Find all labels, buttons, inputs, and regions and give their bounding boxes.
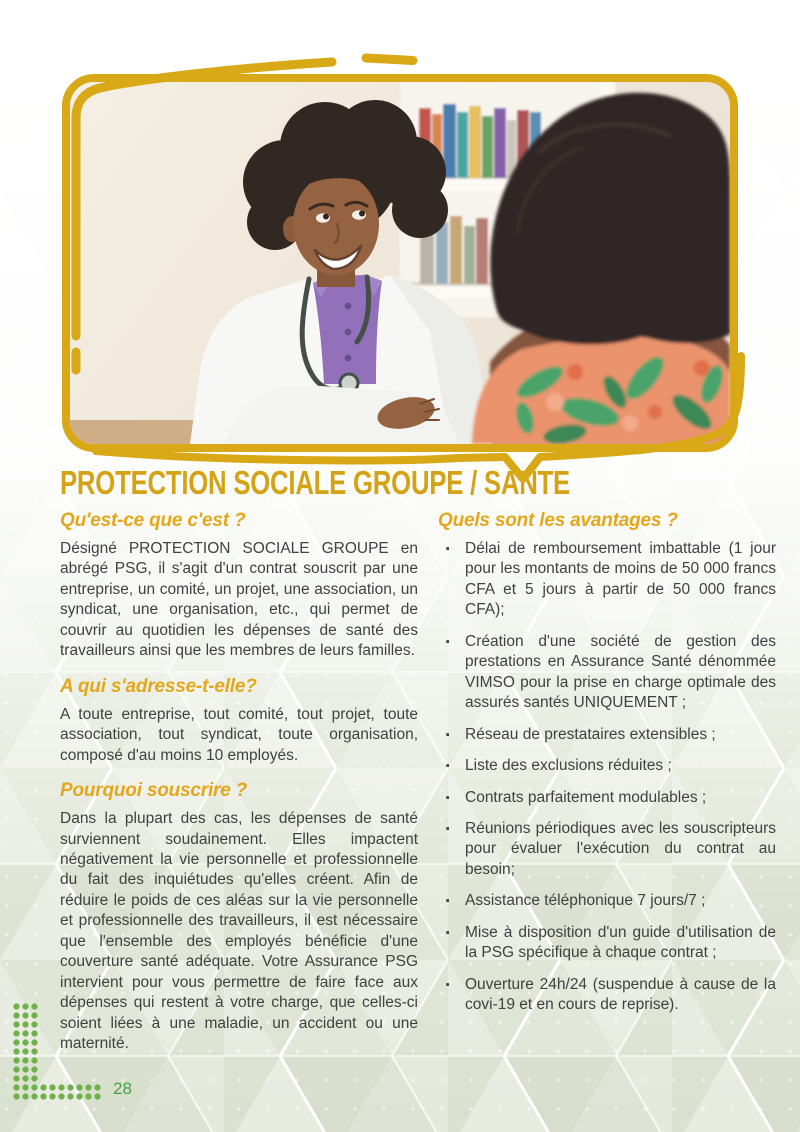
dot-decoration-horizontal	[12, 1083, 102, 1101]
left-column	[60, 510, 418, 1069]
photo-frame	[62, 74, 738, 452]
advantage-item: · Réunions périodiques avec les souscripteurs pour évaluer l'exécution du contrat au besoin;	[438, 819, 776, 880]
advantage-item: · Délai de remboursement imbattable (1 jour pour les montants de moins de 50 000 francs CFA et 5 jours à partir de 50 000 francs CFA);	[438, 539, 776, 621]
page-number: 28	[113, 1079, 132, 1098]
advantage-item: · Réseau de prestataires extensibles ;	[438, 725, 776, 745]
section-what-is-it	[60, 510, 418, 662]
section-who-is-it-for	[60, 676, 418, 766]
page-title-text: PROTECTION SOCIALE GROUPE / SANTE	[60, 464, 570, 501]
advantages-list	[438, 539, 776, 1016]
section-why-subscribe	[60, 780, 418, 1054]
section-advantages	[438, 510, 776, 1016]
advantage-item: · Création d'une société de gestion des prestations en Assurance Santé dénommée VIMSO pour la prise en charge optimale des assurés santés UNIQUEMENT ;	[438, 632, 776, 714]
advantage-item: · Contrats parfaitement modulables ;	[438, 788, 776, 808]
section-heading: A qui s'adresse-t-elle?	[60, 675, 257, 697]
doctor-patient-photo	[70, 82, 730, 444]
section-heading: Quels sont les avantages ?	[438, 510, 678, 531]
section-body: A toute entreprise, tout comité, tout projet, toute association, tout syndicat, toute organisation, composé d'au moins 10 employés.	[60, 705, 418, 764]
two-column-layout	[60, 510, 778, 1069]
page-title	[60, 466, 778, 499]
section-body: Dans la plupart des cas, les dépenses de santé surviennent soudainement. Elles impactent négativement la vie personnelle et professionnelle du fait des inquiétudes qu'elles créent. Afin de réduire le poids de ces aléas sur la vie personnelle et professionnelle des travailleurs, il est nécessaire que l'ensemble des employés bénéficie d'une couverture santé adéquate. Votre Assurance PSG intervient pour vous permettre de faire face aux dépenses qui restent à votre charge, que celles-ci soient liées à une maladie, un accident ou une maternité.	[60, 810, 418, 1053]
content-area	[60, 466, 778, 1069]
right-column	[438, 510, 776, 1069]
advantage-item: · Ouverture 24h/24 (suspendue à cause de la covi-19 et en cours de reprise).	[438, 975, 776, 1016]
advantage-item: · Mise à disposition d'un guide d'utilisation de la PSG spécifique à chaque contrat ;	[438, 923, 776, 964]
section-heading: Pourquoi souscrire ?	[60, 780, 248, 802]
section-body: Désigné PROTECTION SOCIALE GROUPE en abrégé PSG, il s'agit d'un contrat souscrit par une entreprise, un comité, un projet, une association, un syndicat, une organisation, etc., qui permet de couvrir au quotidien les dépenses de santé des travailleurs ainsi que les membres de leurs familles.	[60, 540, 418, 660]
section-heading: Qu'est-ce que c'est ?	[60, 510, 246, 531]
advantage-item: · Liste des exclusions réduites ;	[438, 756, 776, 776]
advantage-item: · Assistance téléphonique 7 jours/7 ;	[438, 891, 776, 911]
